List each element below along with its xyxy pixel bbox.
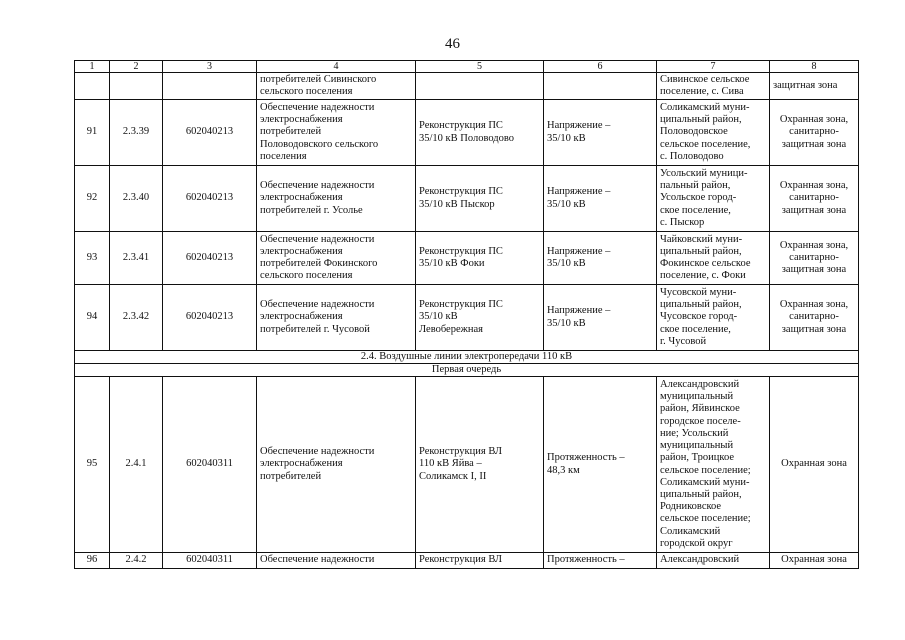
cell-object: Реконструкция ПС 35/10 кВ Фоки bbox=[416, 232, 544, 285]
cell-kbk: 602040213 bbox=[163, 232, 257, 285]
queue-title: Первая очередь bbox=[75, 364, 859, 377]
cell-code: 2.4.1 bbox=[110, 377, 163, 553]
col-header: 6 bbox=[544, 61, 657, 73]
cell-zone: Охранная зона, санитарно- защитная зона bbox=[770, 232, 859, 285]
cell-location: Чусовской муни- ципальный район, Чусовское город- ское поселение, г. Чусовой bbox=[657, 285, 770, 351]
cell-purpose: Обеспечение надежности электроснабжения потребителей Половодовского сельского поселения bbox=[257, 100, 416, 166]
col-header: 3 bbox=[163, 61, 257, 73]
infrastructure-table bbox=[74, 60, 859, 569]
cell-num: 92 bbox=[75, 166, 110, 232]
cell-purpose: Обеспечение надежности электроснабжения потребителей Фокинского сельского поселения bbox=[257, 232, 416, 285]
cell-zone: защитная зона bbox=[770, 73, 859, 100]
col-header: 5 bbox=[416, 61, 544, 73]
cell-zone: Охранная зона bbox=[770, 377, 859, 553]
cell-num: 95 bbox=[75, 377, 110, 553]
cell-purpose: Обеспечение надежности электроснабжения потребителей г. Чусовой bbox=[257, 285, 416, 351]
cell-location: Сивинское сельское поселение, с. Сива bbox=[657, 73, 770, 100]
table-row bbox=[75, 285, 859, 351]
col-header: 7 bbox=[657, 61, 770, 73]
cell-kbk: 602040213 bbox=[163, 100, 257, 166]
cell-purpose: потребителей Сивинского сельского поселения bbox=[257, 73, 416, 100]
cell-num: 91 bbox=[75, 100, 110, 166]
cell-num: 94 bbox=[75, 285, 110, 351]
section-title: 2.4. Воздушные линии электропередачи 110 кВ bbox=[75, 351, 859, 364]
cell-object: Реконструкция ВЛ 110 кВ Яйва – Соликамск I, II bbox=[416, 377, 544, 553]
cell-zone: Охранная зона bbox=[770, 553, 859, 569]
col-header: 2 bbox=[110, 61, 163, 73]
cell-num: 96 bbox=[75, 553, 110, 569]
cell-location: Чайковский муни- ципальный район, Фокинское сельское поселение, с. Фоки bbox=[657, 232, 770, 285]
cell-code: 2.3.40 bbox=[110, 166, 163, 232]
col-header: 8 bbox=[770, 61, 859, 73]
cell-zone: Охранная зона, санитарно- защитная зона bbox=[770, 285, 859, 351]
cell-zone: Охранная зона, санитарно- защитная зона bbox=[770, 166, 859, 232]
cell-code: 2.3.41 bbox=[110, 232, 163, 285]
cell-location: Усольский муници- пальный район, Усольское город- ское поселение, с. Пыскор bbox=[657, 166, 770, 232]
cell-code: 2.4.2 bbox=[110, 553, 163, 569]
cell-purpose: Обеспечение надежности электроснабжения потребителей г. Усолье bbox=[257, 166, 416, 232]
queue-row bbox=[75, 364, 859, 377]
col-header: 1 bbox=[75, 61, 110, 73]
col-header: 4 bbox=[257, 61, 416, 73]
cell-num: 93 bbox=[75, 232, 110, 285]
cell-kbk: 602040213 bbox=[163, 166, 257, 232]
page-number: 46 bbox=[445, 36, 460, 52]
cell-kbk: 602040311 bbox=[163, 377, 257, 553]
cell-kbk: 602040213 bbox=[163, 285, 257, 351]
cell-param: Напряжение – 35/10 кВ bbox=[544, 285, 657, 351]
cell-code: 2.3.39 bbox=[110, 100, 163, 166]
table-row bbox=[75, 377, 859, 553]
cell-object: Реконструкция ПС 35/10 кВ Половодово bbox=[416, 100, 544, 166]
cell-param: Напряжение – 35/10 кВ bbox=[544, 166, 657, 232]
cell-purpose: Обеспечение надежности bbox=[257, 553, 416, 569]
cell-object: Реконструкция ВЛ bbox=[416, 553, 544, 569]
cell-object: Реконструкция ПС 35/10 кВ Пыскор bbox=[416, 166, 544, 232]
cell-zone: Охранная зона, санитарно- защитная зона bbox=[770, 100, 859, 166]
cell-param: Протяженность – 48,3 км bbox=[544, 377, 657, 553]
table-row bbox=[75, 100, 859, 166]
table-row bbox=[75, 232, 859, 285]
cell-purpose: Обеспечение надежности электроснабжения потребителей bbox=[257, 377, 416, 553]
table-row bbox=[75, 553, 859, 569]
cell-param: Протяженность – bbox=[544, 553, 657, 569]
cell-code: 2.3.42 bbox=[110, 285, 163, 351]
cell-param: Напряжение – 35/10 кВ bbox=[544, 232, 657, 285]
column-number-header bbox=[75, 61, 859, 73]
cell-param: Напряжение – 35/10 кВ bbox=[544, 100, 657, 166]
cell-location: Александровский bbox=[657, 553, 770, 569]
table-row bbox=[75, 166, 859, 232]
cell-kbk: 602040311 bbox=[163, 553, 257, 569]
cell-object: Реконструкция ПС 35/10 кВ Левобережная bbox=[416, 285, 544, 351]
continuation-row bbox=[75, 73, 859, 100]
cell-location: Александровский муниципальный район, Яйвинское городское поселе- ние; Усольский муниципальный район, Троицкое сельское поселение; Соликамский муни- ципальный район, Родниковское сельское поселение; Соликамский городской округ bbox=[657, 377, 770, 553]
cell-location: Соликамский муни- ципальный район, Половодовское сельское поселение, с. Половодово bbox=[657, 100, 770, 166]
section-title-row bbox=[75, 351, 859, 364]
